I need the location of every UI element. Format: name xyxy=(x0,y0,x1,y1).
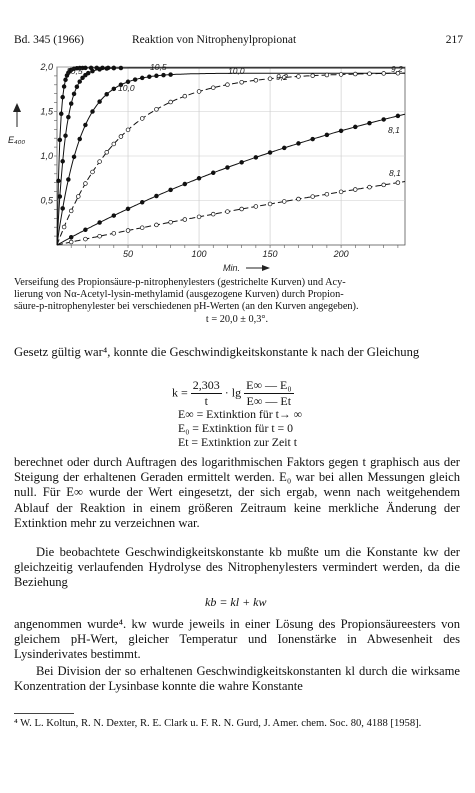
data-point xyxy=(162,73,166,77)
data-point xyxy=(169,100,173,104)
data-point xyxy=(64,78,68,82)
page-number: 217 xyxy=(445,34,463,46)
data-point xyxy=(78,137,82,141)
paragraph-1: Gesetz gültig war⁴, konnte die Geschwindigkeitskonstante k nach der Gleichung xyxy=(14,345,420,359)
data-point xyxy=(226,83,230,87)
footnote: ⁴ W. L. Koltun, R. N. Dexter, R. E. Clark u. F. R. N. Gurd, J. Amer. chem. Soc. 80, 4188 [1958]. xyxy=(14,718,422,729)
data-point xyxy=(339,73,343,77)
data-point xyxy=(368,185,372,189)
data-point xyxy=(91,69,95,73)
data-point xyxy=(119,135,123,139)
x-axis-label: Min. xyxy=(222,263,240,273)
data-point xyxy=(183,218,187,222)
series-line-ph-8-1 xyxy=(57,182,405,246)
data-point xyxy=(112,142,116,146)
data-point xyxy=(66,115,70,119)
data-point xyxy=(69,102,73,106)
data-point xyxy=(140,76,144,80)
data-point xyxy=(169,188,173,192)
running-title: Reaktion von Nitrophenylpropionat xyxy=(132,34,297,46)
paragraph-4: angenommen wurde⁴. kw wurde jeweils in einer Lösung des Propionsäureesters von gleichem pH-Wert, gleicher Temperatur und Ionenstärke in Abwesenheit des Lysinderivates bestimmt. xyxy=(14,617,460,662)
data-point xyxy=(197,90,201,94)
data-point xyxy=(98,234,102,238)
data-point xyxy=(78,80,82,84)
curve-label: 10,5 xyxy=(66,66,83,76)
data-point xyxy=(240,160,244,164)
x-tick-label: 200 xyxy=(333,249,349,259)
kinetics-chart xyxy=(0,55,475,277)
data-point xyxy=(353,72,357,76)
series-line-ph-9-2 xyxy=(57,73,405,245)
data-point xyxy=(197,215,201,219)
data-point xyxy=(112,231,116,235)
data-point xyxy=(119,66,123,70)
equation-denominator: t xyxy=(204,394,208,408)
data-point xyxy=(133,78,137,82)
figure-caption xyxy=(14,277,460,326)
data-point xyxy=(339,129,343,133)
data-point xyxy=(72,155,76,159)
x-tick-label: 50 xyxy=(123,249,134,259)
data-point xyxy=(61,95,65,99)
series-line-ph-8-1 xyxy=(57,114,405,245)
curve-label: 8,1 xyxy=(389,168,401,178)
data-point xyxy=(58,138,62,142)
data-point xyxy=(112,214,116,218)
caption-line-4: t = 20,0 ± 0,3°. xyxy=(205,313,269,325)
series-line-ph-10-0 xyxy=(57,68,405,245)
data-point xyxy=(98,100,102,104)
data-point xyxy=(311,195,315,199)
definition-einf: E∞ = Extinktion für t→ ∞ xyxy=(178,407,303,421)
equation-lhs: k = xyxy=(172,385,188,400)
y-tick-label: 0,5 xyxy=(40,195,53,206)
data-point xyxy=(91,170,95,174)
data-point xyxy=(368,121,372,125)
data-point xyxy=(226,166,230,170)
data-point xyxy=(98,160,102,164)
data-point xyxy=(140,117,144,121)
data-point xyxy=(59,112,63,116)
sum-equation: kb = kl + kw xyxy=(205,595,267,609)
data-point xyxy=(72,92,76,96)
data-point xyxy=(66,178,70,182)
data-point xyxy=(311,74,315,78)
data-point xyxy=(126,128,130,132)
data-point xyxy=(268,151,272,155)
data-point xyxy=(98,221,102,225)
data-point xyxy=(84,123,88,127)
caption-line-2: lierung von Nα-Acetyl-lysin-methylamid (ausgezogene Kurven) durch Propion- xyxy=(14,289,344,301)
series-line-ph-10-5 xyxy=(57,68,405,245)
data-point xyxy=(140,226,144,230)
data-point xyxy=(169,73,173,77)
data-point xyxy=(268,202,272,206)
data-point xyxy=(155,74,159,78)
data-point xyxy=(325,133,329,137)
data-point xyxy=(75,85,79,89)
data-point xyxy=(62,85,66,89)
data-point xyxy=(69,235,73,239)
data-point xyxy=(197,176,201,180)
data-point xyxy=(105,67,109,71)
data-point xyxy=(155,107,159,111)
data-point xyxy=(353,125,357,129)
data-point xyxy=(69,240,73,244)
y-axis-label: E₄₀₀ xyxy=(8,135,26,145)
equation-numerator: 2,303 xyxy=(192,378,220,392)
data-point xyxy=(91,110,95,114)
x-axis-arrowhead xyxy=(262,265,270,271)
equation-fraction-bottom: E∞ — Et xyxy=(246,394,292,408)
data-point xyxy=(382,118,386,122)
caption-line-1: Verseifung des Propionsäure-p-nitrophenylesters (gestrichelte Kurven) und Acy- xyxy=(14,277,346,288)
data-point xyxy=(84,66,88,70)
data-point xyxy=(84,237,88,241)
data-point xyxy=(297,75,301,79)
footnote-rule xyxy=(14,713,74,714)
data-point xyxy=(382,183,386,187)
data-point xyxy=(325,73,329,77)
data-point xyxy=(155,223,159,227)
data-point xyxy=(61,159,65,163)
data-point xyxy=(211,212,215,216)
y-tick-label: 1,0 xyxy=(40,151,53,161)
y-axis-arrowhead xyxy=(13,103,21,112)
data-point xyxy=(105,92,109,96)
data-point xyxy=(58,195,62,199)
curve-label: 9,2 xyxy=(391,64,403,74)
data-point xyxy=(226,210,230,214)
equation-lg: · lg xyxy=(224,385,242,400)
data-point xyxy=(64,134,68,138)
data-point xyxy=(84,182,88,186)
data-point xyxy=(62,225,66,229)
running-header xyxy=(14,34,463,50)
x-tick-label: 100 xyxy=(191,249,207,259)
data-point xyxy=(126,207,130,211)
data-point xyxy=(268,77,272,81)
rate-equation xyxy=(172,378,294,409)
data-point xyxy=(297,142,301,146)
data-point xyxy=(183,94,187,98)
data-point xyxy=(353,188,357,192)
data-point xyxy=(76,195,80,199)
y-tick-label: 1,5 xyxy=(40,106,53,117)
data-point xyxy=(105,150,109,154)
curve-label: 9,2 xyxy=(276,72,288,82)
data-point xyxy=(98,67,102,71)
data-point xyxy=(69,209,73,213)
y-tick-label: 2,0 xyxy=(40,62,53,72)
series-line-ph-9-2 xyxy=(57,73,405,245)
data-point xyxy=(112,66,116,70)
data-point xyxy=(282,200,286,204)
data-point xyxy=(169,220,173,224)
data-point xyxy=(254,78,258,82)
data-point xyxy=(254,155,258,159)
x-tick-label: 150 xyxy=(262,249,278,259)
volume-info: Bd. 345 (1966) xyxy=(14,34,84,46)
data-point xyxy=(382,72,386,76)
data-point xyxy=(86,71,90,75)
caption-line-3: säure-p-nitrophenylester bei verschiedenen pH-Werten (an den Kurven angegeben). xyxy=(14,301,359,313)
data-point xyxy=(240,207,244,211)
data-point xyxy=(339,190,343,194)
data-point xyxy=(240,80,244,84)
paragraph-3: Die beobachtete Geschwindigkeitskonstante kb mußte um die Konstante kw der gleichzeitig verlaufenden Hydrolyse des Nitrophenylesters vermindert werden, da die Beziehung xyxy=(14,545,460,590)
data-point xyxy=(61,206,65,210)
paragraph-2: berechnet oder durch Auftragen des logarithmischen Faktors gegen t graphisch aus der Steigung der erhaltenen Geraden ermittelt werden. E₀ war bei allen Messungen gleich null. Für E∞ wurde der Wert eingesetzt, der sich ergab, wenn nach weitgehendem Ablauf der Reaktion in einem größeren Zeitraum keine merkliche Änderung der Extinktion mehr zu verzeichnen war. xyxy=(14,455,460,530)
data-point xyxy=(311,137,315,141)
data-point xyxy=(396,114,400,118)
data-point xyxy=(183,182,187,186)
data-point xyxy=(254,205,258,209)
data-point xyxy=(297,197,301,201)
data-point xyxy=(57,179,61,183)
equation-fraction-top: E∞ — E₀ xyxy=(246,378,292,392)
curve-label: 8,1 xyxy=(388,125,400,135)
data-point xyxy=(282,146,286,150)
data-point xyxy=(140,200,144,204)
data-point xyxy=(211,86,215,90)
data-point xyxy=(211,171,215,175)
curve-label: 10,5 xyxy=(150,62,167,72)
data-point xyxy=(147,75,151,79)
curve-label: 10,0 xyxy=(118,83,135,93)
data-point xyxy=(368,72,372,76)
data-point xyxy=(155,194,159,198)
data-point xyxy=(325,192,329,196)
definition-et: Et = Extinktion zur Zeit t xyxy=(178,435,298,449)
data-point xyxy=(84,228,88,232)
curve-label: 10,0 xyxy=(228,66,245,76)
paragraph-5: Bei Division der so erhaltenen Geschwindigkeitskonstanten kl durch die wirksame Konzentration der Lysinbase konnte die wahre Konstante xyxy=(14,664,460,694)
definition-e0: E₀ = Extinktion für t = 0 xyxy=(178,421,294,435)
data-point xyxy=(112,87,116,91)
data-point xyxy=(126,229,130,233)
data-point xyxy=(396,181,400,185)
